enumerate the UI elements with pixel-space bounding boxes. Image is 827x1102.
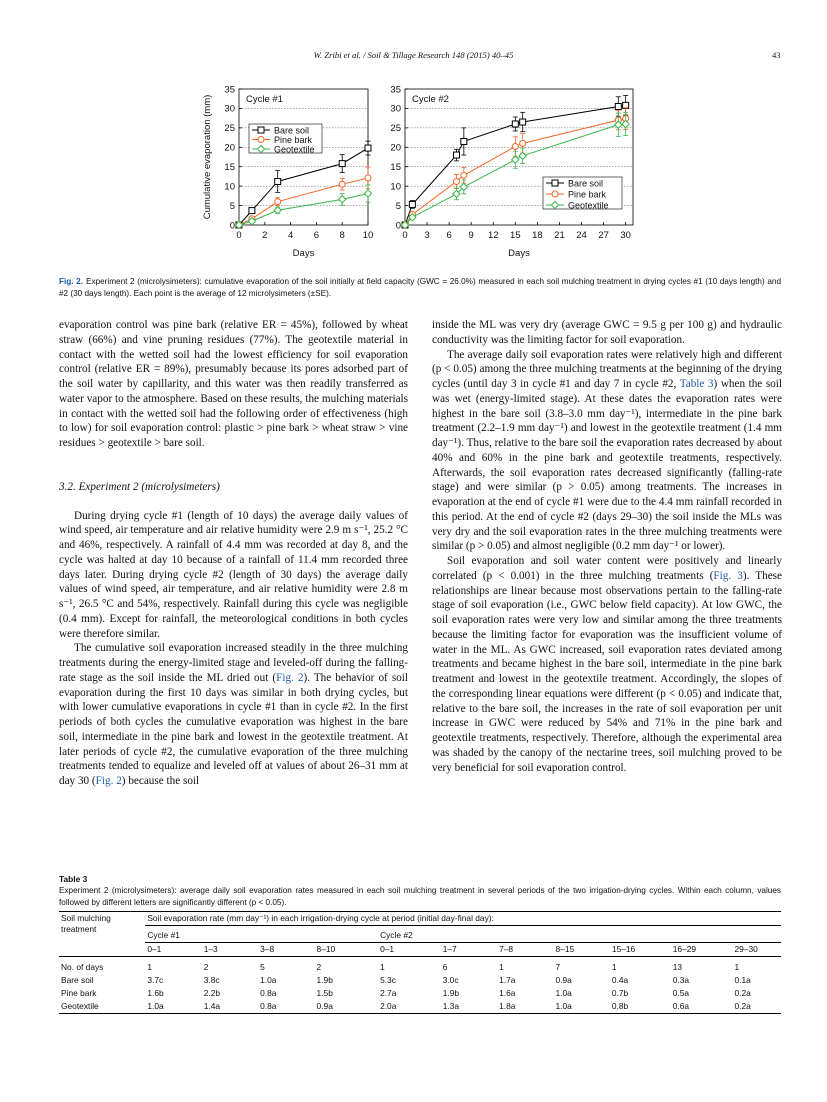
- plot-frame: [239, 89, 368, 225]
- paragraph: During drying cycle #1 (length of 10 days) the average daily values of wind speed, air temperature and air relative humidity were 2.9 m s⁻¹, 25.2 °C and 46%, respectively. A rainfall of 4.4 mm was recorded at day 8, and the cycle was halted at day 10 because of a rainfall of 11.4 mm recorded three days later. During drying cycle #2 (length of 30 days) the average daily values of wind speed, air temperature, and air relative humidity were 2.8 m s⁻¹, 26.5 °C and 54%, respectively. Rainfall during this cycle was negligible (0.4 mm). Except for rainfall, the meteorological conditions in both cycles were therefore similar.: [59, 509, 408, 640]
- data-point: [622, 120, 629, 127]
- data-point: [365, 175, 371, 181]
- period-header: 1–3: [202, 943, 258, 957]
- period-header: 0–1: [145, 943, 201, 957]
- table-cell: 3.7c: [147, 975, 164, 985]
- data-point: [409, 201, 415, 207]
- x-tick-label: 10: [362, 230, 374, 241]
- table-cell: 0.1a: [734, 975, 751, 985]
- x-axis-label: Days: [292, 248, 315, 259]
- period-header: 15–16: [610, 943, 671, 957]
- table-cell: 1.4a: [202, 1000, 258, 1014]
- table-cell: 1.0a: [554, 1000, 610, 1014]
- x-tick-label: 15: [510, 230, 521, 241]
- period-header: 8–10: [315, 943, 371, 957]
- table-cell: 1.0a: [260, 975, 277, 985]
- table-cell: 1.0a: [555, 988, 572, 998]
- legend-marker: [258, 137, 264, 143]
- table-cell: 2: [203, 962, 209, 972]
- left-column: [59, 318, 408, 789]
- x-tick-label: 12: [487, 230, 499, 241]
- series-line-bare-soil: [239, 148, 368, 225]
- data-point: [364, 190, 371, 197]
- x-tick-label: 0: [402, 230, 408, 241]
- cycle2-header: Cycle #2: [370, 926, 781, 943]
- table-cell: 3.8c: [203, 975, 220, 985]
- page-number: 43: [772, 50, 781, 60]
- y-tick-label: 15: [224, 162, 235, 174]
- table-cell: 2: [316, 962, 322, 972]
- figure-link[interactable]: Fig. 3: [713, 569, 743, 582]
- y-tick-label: 15: [390, 162, 401, 174]
- data-point: [453, 152, 459, 158]
- data-point: [275, 199, 281, 205]
- period-header: 16–29: [671, 943, 733, 957]
- data-point: [520, 140, 526, 146]
- data-point: [275, 178, 281, 184]
- span-header: Soil evaporation rate (mm day⁻¹) in each irrigation-drying cycle at period (initial day-final day):: [145, 912, 781, 926]
- data-point: [520, 119, 526, 125]
- legend-marker: [552, 191, 558, 197]
- table-title: Table 3: [59, 874, 88, 884]
- y-tick-label: 0: [395, 220, 401, 232]
- legend-label: Geotextile: [568, 200, 609, 211]
- y-tick-label: 5: [395, 200, 401, 212]
- y-tick-label: 25: [224, 123, 235, 135]
- table-cell: 1.8a: [497, 1000, 553, 1014]
- figure-caption-text: Experiment 2 (microlysimeters): cumulative evaporation of the soil initially at field capacity (GWC = 26.0%) measured in each soil mulching treatment in drying cycles #1 (10 days length) and #2 (30 days length). Each point is the average of 12 microlysimeters (±SE).: [59, 277, 781, 298]
- legend-marker: [552, 180, 558, 186]
- table-cell: 7: [555, 962, 561, 972]
- table-cell: 1: [734, 962, 740, 972]
- row-label: Geotextile: [59, 1000, 145, 1014]
- figure-link[interactable]: Fig. 2: [95, 775, 122, 787]
- legend-label: Pine bark: [274, 134, 313, 145]
- table-cell: 0.7b: [611, 988, 629, 998]
- y-tick-label: 0: [229, 220, 235, 232]
- x-axis-label: Days: [508, 248, 530, 259]
- table-cell: 2.2b: [203, 988, 221, 998]
- table-3: [59, 911, 781, 1014]
- y-tick-label: 10: [224, 181, 235, 193]
- table-cell: 0.2a: [732, 1000, 781, 1014]
- period-header: 29–30: [732, 943, 781, 957]
- y-tick-label: 20: [224, 142, 235, 154]
- table-row: [59, 974, 781, 987]
- table-cell: 0.9a: [555, 975, 572, 985]
- figure-link[interactable]: Fig. 2: [276, 671, 304, 684]
- data-point: [274, 207, 281, 214]
- cycle1-header: Cycle #1: [145, 926, 370, 943]
- table-cell: 1: [499, 962, 504, 972]
- table-cell: 0.9a: [315, 1000, 371, 1014]
- table-cell: 2.0a: [370, 1000, 441, 1014]
- data-point: [461, 138, 467, 144]
- paragraph: The average daily soil evaporation rates were relatively high and different (p < 0.05) among the three mulching treatments at the beginning of the drying cycles (until day 3 in cycle #1 and day 7 in cycle #2, Table 3) when the soil was wet (energy-limited stage). At these dates the evaporation rates were highest in the bare soil (3.8–3.0 mm day⁻¹), intermediate in the pine bark treatment (2.2–1.9 mm day⁻¹) and lowest in the geotextile treatment (1.4 mm day⁻¹). Thus, relative to the bare soil the evaporation rates decreased by about 40% and 60% in the pine bark and geotextile treatments, respectively. Afterwards, the soil evaporation rates decreased significantly (falling-rate stage) and were similar (p > 0.05) among treatments. The increases in evaporation at the end of cycle #1 were due to the 4.4 mm rainfall recorded in this period. At the end of cycle #2 (days 29–30) the soil inside the MLs was very dry and the soil evaporation rates in the three mulching treatments were similar (p > 0.05) and almost negligible (0.2 mm day⁻¹ or lower).: [432, 348, 782, 553]
- table-cell: 0.6a: [671, 1000, 733, 1014]
- table-cell: 0.5a: [672, 988, 690, 998]
- table-cell: 1.5b: [316, 988, 333, 998]
- y-tick-label: 20: [390, 142, 401, 154]
- table-cell: 1.7a: [499, 975, 516, 985]
- table-cell: 0.3a: [672, 975, 690, 985]
- table-cell: 2.7a: [380, 988, 397, 998]
- table-caption: Experiment 2 (microlysimeters): average daily soil evaporation rates measured in each soil mulching treatment in several periods of the two irrigation-drying cycles. Within each column, values followed by different letters are significantly different (p < 0.05).: [59, 886, 781, 907]
- table-cell: 1.6b: [147, 988, 164, 998]
- table-cell: 0.8a: [260, 988, 277, 998]
- y-tick-label: 30: [390, 103, 401, 115]
- data-point: [512, 144, 518, 150]
- paragraph: Soil evaporation and soil water content were positively and linearly correlated (p < 0.001) in the three mulching treatments (Fig. 3). These relationships are linear because most observations pertain to the falling-rate stage of soil evaporation (i.e., GWC below field capacity). At low GWC, the soil evaporation rates were very low and similar among the three treatments because the limiting factor for evaporation was the insufficient volume of water in the ML. As GWC increased, soil evaporation rates deviated among treatments and became highest in the bare soil, intermediate in the pine bark treatment and lowest in the geotextile treatment. Accordingly, the slopes of the corresponding linear equations were different (p < 0.05) and indicate that, relative to the bare soil, the increases in the rate of soil evaporation per unit increase in GWC were reduced by 54% and 71% in the pine bark and geotextile treatments, respectively. Therefore, although the experimental area was shaded by the canopy of the nectarine trees, soil mulching proved to be very beneficial for soil evaporation control.: [432, 555, 782, 774]
- legend-label: Bare soil: [274, 125, 310, 136]
- data-point: [615, 103, 621, 109]
- data-point: [339, 161, 345, 167]
- figure-label: Fig. 2.: [59, 277, 84, 286]
- figure-2-charts: [0, 0, 827, 270]
- table-cell: 0.4a: [611, 975, 629, 985]
- panel-title: Cycle #1: [246, 94, 283, 105]
- table-cell: 13: [672, 962, 683, 972]
- table-cell: 1.6a: [499, 988, 516, 998]
- data-point: [461, 172, 467, 178]
- table-row: [59, 987, 781, 1000]
- table-cell: 1: [611, 962, 617, 972]
- data-point: [339, 196, 346, 203]
- data-point: [512, 121, 518, 127]
- legend-marker: [258, 127, 264, 133]
- table-cell: 1.9b: [442, 988, 459, 998]
- right-column: [432, 318, 782, 775]
- panel-title: Cycle #2: [412, 94, 449, 105]
- paragraph: evaporation control was pine bark (relative ER = 45%), followed by wheat straw (66%) and vine pruning residues (77%). The geotextile material in contact with the wetted soil had the lowest efficiency for soil evaporation control (relative ER = 89%), presumably because its pores adsorbed part of the soil water by capillarity, and this water was then readily transferred as water vapor to the atmosphere. Based on these results, the mulching materials in contact with the wetted soil had the following order of effectiveness (high to low) for soil evaporation control: plastic > pine bark > wheat straw > vine residues > geotextile > bare soil.: [59, 319, 408, 449]
- stub-header: Soil mulching treatment: [59, 912, 145, 957]
- table-cell: 1.0a: [145, 1000, 201, 1014]
- x-tick-label: 3: [424, 230, 430, 241]
- y-tick-label: 30: [224, 103, 235, 115]
- period-header: 7–8: [497, 943, 553, 957]
- y-tick-label: 25: [390, 123, 401, 135]
- data-point: [365, 145, 371, 151]
- data-point: [512, 156, 519, 163]
- table-cell: 6: [442, 962, 448, 972]
- y-tick-label: 35: [224, 84, 235, 96]
- x-tick-label: 9: [468, 230, 474, 241]
- x-tick-label: 2: [262, 230, 268, 241]
- table-cell: 0.8a: [258, 1000, 314, 1014]
- row-label: Bare soil: [61, 975, 94, 985]
- x-tick-label: 6: [446, 230, 452, 241]
- table-cell: 5: [260, 962, 265, 972]
- x-tick-label: 18: [532, 230, 543, 241]
- legend-label: Geotextile: [274, 144, 315, 155]
- series-line-geotextile: [239, 194, 368, 225]
- table-cycle-row: [59, 926, 781, 943]
- x-tick-label: 6: [313, 230, 320, 241]
- period-header: 1–7: [441, 943, 497, 957]
- table-period-row: [59, 943, 781, 957]
- period-header: 0–1: [370, 943, 441, 957]
- y-axis-label: Cumulative evaporation (mm): [202, 94, 213, 220]
- table-cell: 1: [380, 962, 385, 972]
- table-cell: 0.8b: [610, 1000, 671, 1014]
- y-tick-label: 10: [390, 181, 401, 193]
- figure-caption: [59, 276, 781, 300]
- data-point: [249, 208, 255, 214]
- legend-label: Bare soil: [568, 178, 604, 189]
- legend-label: Pine bark: [568, 189, 607, 200]
- table-cell: 3.0c: [442, 975, 459, 985]
- period-header: 3–8: [258, 943, 314, 957]
- table-cell: 1.3a: [441, 1000, 497, 1014]
- table-cell: 5.3c: [380, 975, 396, 985]
- x-tick-label: 8: [339, 230, 345, 241]
- row-label: No. of days: [61, 962, 104, 972]
- table-cell: 1.9b: [316, 975, 333, 985]
- period-header: 8–15: [554, 943, 610, 957]
- table-header-row: [59, 912, 781, 926]
- paragraph: The cumulative soil evaporation increased steadily in the three mulching treatments during the energy-limited stage and leveled-off during the falling-rate stage as the soil inside the ML dried out (Fig. 2). The behavior of soil evaporation during the first 10 days was similar in both drying cycles, but with lower cumulative evaporations in cycle #1 than in cycle #2. In the first periods of both cycles the cumulative evaporation was highest in the bare soil, intermediate in the pine bark and lowest in the geotextile treatment. At later periods of cycle #2, the cumulative evaporation of the three mulching treatments tended to equalize and leveled off at values of about 26–31 mm at day 30 (Fig. 2) because the soil: [59, 642, 408, 787]
- data-point: [519, 152, 526, 159]
- running-head: W. Zribi et al. / Soil & Tillage Research 148 (2015) 40–45: [313, 50, 514, 60]
- row-label: Pine bark: [61, 988, 97, 998]
- data-point: [453, 178, 459, 184]
- table-row: [59, 1000, 781, 1014]
- x-tick-label: 21: [554, 230, 565, 241]
- section-heading: 3.2. Experiment 2 (microlysimeters): [59, 480, 220, 493]
- x-tick-label: 24: [576, 230, 587, 241]
- y-tick-label: 5: [229, 200, 235, 212]
- x-tick-label: 0: [236, 230, 242, 241]
- x-tick-label: 27: [598, 230, 609, 241]
- paragraph: inside the ML was very dry (average GWC = 9.5 g per 100 g) and hydraulic conductivity was the limiting factor for soil evaporation.: [432, 319, 782, 346]
- y-tick-label: 35: [390, 84, 401, 96]
- table-cell: 1: [147, 962, 152, 972]
- table-link[interactable]: Table 3: [679, 378, 714, 390]
- x-tick-label: 30: [620, 230, 631, 241]
- data-point: [339, 181, 345, 187]
- table-cell: 0.2a: [734, 988, 751, 998]
- table-row: [59, 957, 781, 975]
- x-tick-label: 4: [287, 230, 294, 241]
